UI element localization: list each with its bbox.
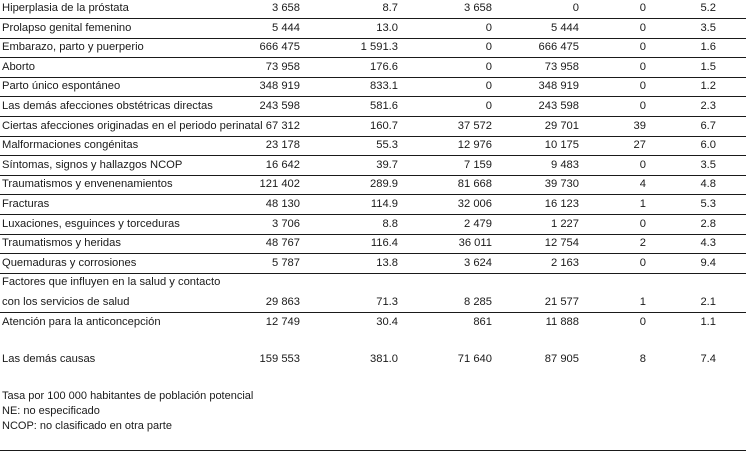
row-label: Factores que influyen en la salud y contacto	[2, 276, 221, 289]
row-value-col1: 5 787	[272, 256, 300, 269]
row-value-col4: 0	[572, 2, 579, 14]
row-label: Fracturas	[2, 198, 50, 210]
row-value-col5: 0	[639, 256, 646, 269]
row-value-col3: 12 976	[457, 139, 492, 152]
row-value-col2: 8.7	[382, 2, 398, 14]
row-value-col3: 37 572	[457, 119, 492, 132]
row-value-col6: 4.8	[700, 178, 716, 191]
row-value-col5: 0	[639, 315, 646, 328]
row-value-col2: 13.0	[376, 21, 398, 34]
row-value-col3: 3 658	[464, 2, 492, 14]
row-value-col5: 8	[639, 353, 646, 365]
row-value-col2: 581.6	[370, 100, 398, 112]
row-value-col3: 7 159	[464, 158, 492, 171]
table-row	[0, 253, 746, 274]
row-value-col4: 12 754	[544, 237, 579, 250]
row-value-col4: 2 163	[551, 256, 579, 269]
row-value-col6: 1.1	[700, 315, 716, 328]
row-value-col5: 0	[639, 100, 646, 112]
row-value-col5: 1	[639, 198, 646, 210]
row-value-col5: 2	[639, 237, 646, 250]
row-value-col4: 29 701	[544, 119, 579, 132]
row-value-col2: 30.4	[376, 315, 398, 328]
row-value-col1: 3 658	[272, 2, 300, 14]
row-value-col6: 2.3	[700, 100, 716, 112]
row-value-col4: 1 227	[551, 217, 579, 230]
row-value-col1: 3 706	[272, 217, 300, 230]
table-row	[0, 135, 746, 156]
row-value-col1: 48 767	[265, 237, 300, 250]
row-value-col5: 4	[639, 178, 646, 191]
row-value-col6: 6.7	[700, 119, 716, 132]
row-value-col3: 0	[485, 60, 492, 73]
table-row	[0, 96, 746, 117]
table-row	[0, 57, 746, 78]
table-row-anticoncepcion	[0, 312, 746, 332]
row-value-col6: 9.4	[700, 256, 716, 269]
row-value-col6: 2.1	[700, 296, 716, 308]
row-value-col4: 73 958	[544, 60, 579, 73]
table-notes	[2, 389, 253, 434]
row-value-col1: 73 958	[265, 60, 300, 73]
row-value-col5: 0	[639, 158, 646, 171]
row-value-col6: 5.3	[700, 198, 716, 210]
row-value-col4: 11 888	[545, 315, 579, 328]
row-value-col5: 0	[639, 60, 646, 73]
row-value-col2: 160.7	[370, 119, 398, 132]
row-label: Traumatismos y heridas	[2, 237, 121, 250]
row-value-col4: 243 598	[538, 100, 579, 112]
row-value-col3: 2 479	[464, 217, 492, 230]
row-value-col2: 1 591.3	[360, 41, 398, 54]
table-row	[0, 0, 746, 19]
row-value-col5: 0	[639, 21, 646, 34]
row-value-col5: 0	[639, 217, 646, 230]
row-value-col4: 9 483	[551, 158, 579, 171]
row-value-col2: 8.8	[382, 217, 398, 230]
row-value-col3: 8 285	[464, 296, 492, 308]
table-row	[0, 214, 746, 235]
row-value-col3: 861	[473, 315, 492, 328]
row-value-col5: 0	[639, 41, 646, 54]
row-value-col1: 121 402	[259, 178, 300, 191]
row-value-col2: 39.7	[376, 158, 398, 171]
row-label: Las demás afecciones obstétricas directas	[2, 100, 213, 112]
bottom-rule	[0, 450, 746, 451]
row-value-col2: 381.0	[370, 353, 398, 365]
row-value-col2: 176.6	[370, 60, 398, 73]
row-value-col6: 1.6	[700, 41, 716, 54]
row-value-col4: 16 123	[544, 198, 579, 210]
row-value-col2: 114.9	[370, 198, 398, 210]
row-value-col6: 7.4	[700, 353, 716, 365]
row-value-col3: 81 668	[457, 178, 492, 191]
row-value-col1: 243 598	[259, 100, 300, 112]
row-label: Prolapso genital femenino	[2, 21, 132, 34]
table-row	[0, 116, 746, 137]
row-value-col2: 833.1	[370, 80, 398, 93]
row-value-col6: 3.5	[700, 158, 716, 171]
row-label: Las demás causas	[2, 353, 96, 365]
table-row	[0, 76, 746, 97]
row-value-col5: 27	[633, 139, 646, 152]
row-value-col4: 10 175	[544, 139, 579, 152]
row-label: Hiperplasia de la próstata	[2, 2, 129, 14]
row-label: Síntomas, signos y hallazgos NCOP	[2, 158, 183, 171]
row-value-col6: 1.2	[700, 80, 716, 93]
row-value-col4: 21 577	[544, 296, 579, 308]
row-value-col1: 29 863	[265, 296, 300, 308]
row-label: Quemaduras y corrosiones	[2, 256, 137, 269]
row-value-col4: 5 444	[551, 21, 579, 34]
table-row-factores	[0, 292, 746, 313]
row-value-col6: 6.0	[700, 139, 716, 152]
table-row	[0, 37, 746, 58]
table-row	[0, 155, 746, 176]
row-value-col3: 0	[485, 100, 492, 112]
table-row-factores-line1	[0, 272, 746, 292]
row-value-col4: 87 905	[544, 353, 579, 365]
row-value-col4: 666 475	[538, 41, 579, 54]
table-row	[0, 174, 746, 195]
row-value-col1: 666 475	[259, 41, 300, 54]
table-row	[0, 233, 746, 254]
row-value-col6: 4.3	[700, 237, 716, 250]
row-value-col1: 16 642	[265, 158, 300, 171]
row-value-col5: 0	[639, 2, 646, 14]
row-label: Traumatismos y envenenamientos	[2, 178, 173, 191]
note-ne: NE: no especificado	[2, 405, 100, 417]
row-value-col5: 0	[639, 80, 646, 93]
row-value-col5: 39	[633, 119, 646, 132]
row-value-col1: 159 553	[259, 353, 300, 365]
row-value-col1: 5 444	[272, 21, 300, 34]
row-label: Malformaciones congénitas	[2, 139, 139, 152]
row-value-col6: 3.5	[700, 21, 716, 34]
row-label: Atención para la anticoncepción	[2, 315, 161, 328]
row-value-col6: 1.5	[700, 60, 716, 73]
row-value-col4: 348 919	[538, 80, 579, 93]
row-value-col3: 71 640	[457, 353, 492, 365]
row-value-col1: 67 312	[265, 119, 300, 132]
row-label: Luxaciones, esguinces y torceduras	[2, 217, 180, 230]
row-value-col3: 3 624	[464, 256, 492, 269]
row-label: Parto único espontáneo	[2, 80, 121, 93]
row-label: Aborto	[2, 60, 35, 73]
row-value-col1: 348 919	[259, 80, 300, 93]
row-value-col2: 71.3	[376, 296, 398, 308]
row-label: con los servicios de salud	[2, 296, 130, 308]
row-value-col1: 48 130	[265, 198, 300, 210]
row-value-col2: 55.3	[376, 139, 398, 152]
note-tasa: Tasa por 100 000 habitantes de población potencial	[2, 390, 254, 402]
row-value-col3: 0	[485, 41, 492, 54]
row-value-col3: 0	[485, 21, 492, 34]
row-value-col6: 5.2	[700, 2, 716, 14]
row-value-col3: 36 011	[458, 237, 492, 250]
row-label: Embarazo, parto y puerperio	[2, 41, 144, 54]
table-row	[0, 18, 746, 39]
row-value-col1: 12 749	[265, 315, 300, 328]
row-value-col3: 32 006	[457, 198, 492, 210]
row-value-col3: 0	[485, 80, 492, 93]
row-value-col6: 2.8	[700, 217, 716, 230]
row-value-col4: 39 730	[544, 178, 579, 191]
row-value-col2: 13.8	[376, 256, 398, 269]
note-ncop: NCOP: no clasificado en otra parte	[2, 420, 172, 432]
row-value-col2: 289.9	[370, 178, 398, 191]
table-row	[0, 194, 746, 215]
row-label: Ciertas afecciones originadas en el periodo perinatal	[2, 119, 263, 132]
table-row-demas-causas	[0, 349, 746, 369]
row-value-col2: 116.4	[370, 237, 398, 250]
row-value-col1: 23 178	[265, 139, 300, 152]
row-value-col5: 1	[639, 296, 646, 308]
